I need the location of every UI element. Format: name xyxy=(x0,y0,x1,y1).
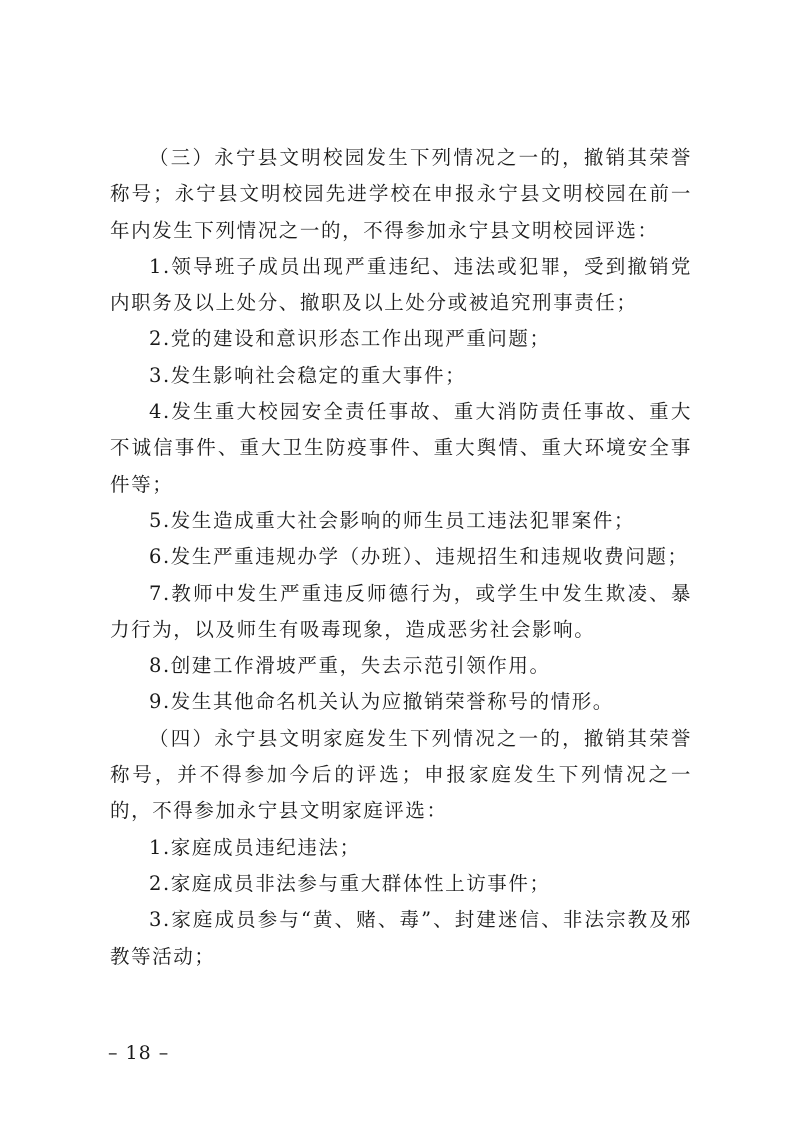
list-item: 9.发生其他命名机关认为应撤销荣誉称号的情形。 xyxy=(149,690,614,714)
list-item: 2.党的建设和意识形态工作出现严重问题； xyxy=(149,327,551,351)
list-item: 6.发生严重违规办学（办班）、违规招生和违规收费问题； xyxy=(149,545,689,569)
list-item: 8.创建工作滑坡严重，失去示范引领作用。 xyxy=(149,654,551,678)
list-item: 1.家庭成员违纪违法； xyxy=(149,835,361,859)
list-item: 4.发生重大校园安全责任事故、重大消防责任事故、重大不诚信事件、重大卫生防疫事件、重大舆情、重大环境安全事件等； xyxy=(110,400,692,496)
list-item: 3.发生影响社会稳定的重大事件； xyxy=(149,363,467,387)
section-four-intro: （四）永宁县文明家庭发生下列情况之一的，撤销其荣誉称号，并不得参加今后的评选；申报家庭发生下列情况之一的，不得参加永宁县文明家庭评选： xyxy=(110,726,692,823)
list-item: 5.发生造成重大社会影响的师生员工违法犯罪案件； xyxy=(149,508,636,532)
list-item: 2.家庭成员非法参与重大群体性上访事件； xyxy=(149,871,551,895)
list-item: 3.家庭成员参与“黄、赌、毒”、封建迷信、非法宗教及邪教等活动； xyxy=(110,908,692,968)
page-number: – 18 – xyxy=(108,1042,170,1064)
document-body xyxy=(110,140,692,975)
section-three-intro: （三）永宁县文明校园发生下列情况之一的，撤销其荣誉称号；永宁县文明校园先进学校在申报永宁县文明校园在前一年内发生下列情况之一的，不得参加永宁县文明校园评选： xyxy=(110,146,692,242)
list-item: 1.领导班子成员出现严重违纪、违法或犯罪，受到撤销党内职务及以上处分、撤职及以上处分或被追究刑事责任； xyxy=(110,254,692,315)
list-item: 7.教师中发生严重违反师德行为，或学生中发生欺凌、暴力行为，以及师生有吸毒现象，造成恶劣社会影响。 xyxy=(110,581,692,641)
